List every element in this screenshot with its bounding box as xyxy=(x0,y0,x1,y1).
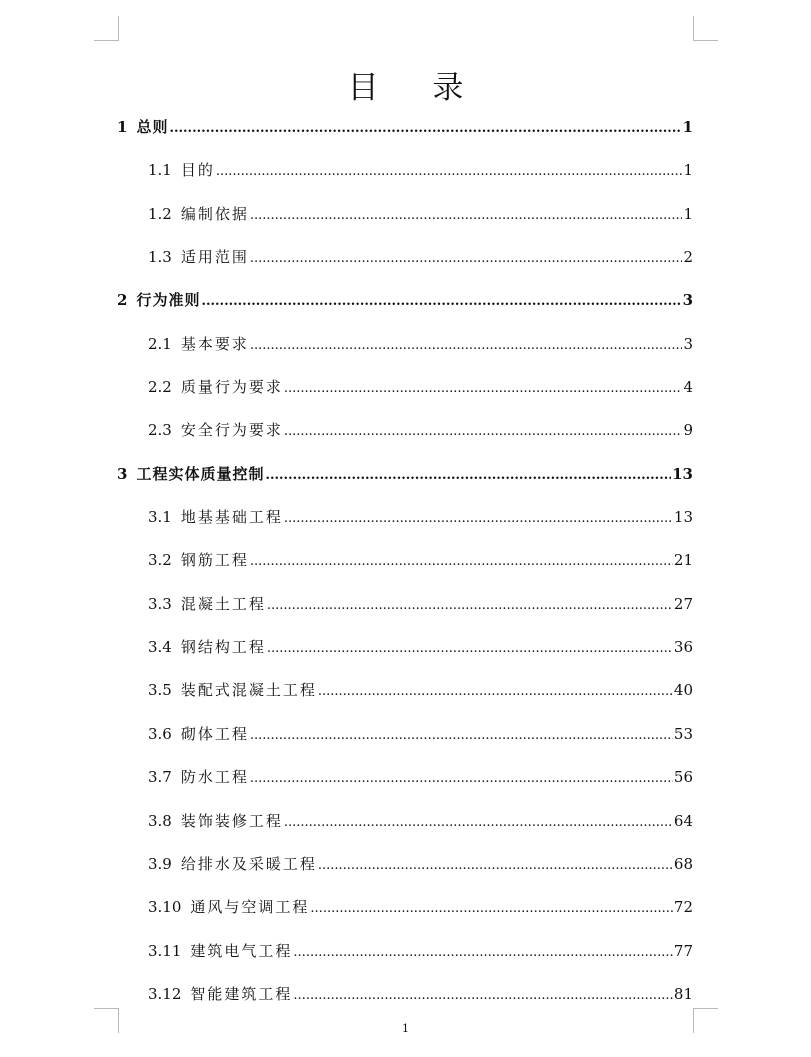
toc-entry-number: 3.12 xyxy=(148,984,182,1003)
toc-entry-label: 安全行为要求 xyxy=(180,421,283,440)
toc-entry-page: 77 xyxy=(673,941,693,960)
toc-chapter-entry[interactable] xyxy=(117,279,693,322)
toc-entry-number: 2.1 xyxy=(148,334,172,353)
toc-entry-number: 2 xyxy=(117,291,128,310)
toc-section-entry[interactable] xyxy=(117,973,693,1016)
toc-entry-number: 1.3 xyxy=(148,248,172,267)
toc-entry-label: 钢筋工程 xyxy=(180,551,249,570)
toc-entry-number: 3.11 xyxy=(148,941,182,960)
toc-section-entry[interactable] xyxy=(117,930,693,973)
toc-entry-page: 53 xyxy=(673,724,693,743)
toc-entry-number: 2.3 xyxy=(148,421,172,440)
toc-section-entry[interactable] xyxy=(117,149,693,192)
toc-entry-label: 工程实体质量控制 xyxy=(136,464,265,483)
toc-entry-label: 给排水及采暖工程 xyxy=(180,854,317,873)
toc-entry-page: 64 xyxy=(673,811,693,830)
toc-section-entry[interactable] xyxy=(117,236,693,279)
toc-section-entry[interactable] xyxy=(117,496,693,539)
toc-entry-label: 装饰装修工程 xyxy=(180,811,283,830)
toc-entry-number: 1 xyxy=(117,118,128,136)
toc-dot-leader xyxy=(265,454,671,497)
toc-entry-number: 3.4 xyxy=(148,638,172,657)
toc-entry-number: 3.7 xyxy=(148,768,172,787)
toc-entry-label: 装配式混凝土工程 xyxy=(180,681,317,700)
toc-section-entry[interactable] xyxy=(117,409,693,452)
crop-mark-top-left xyxy=(94,16,119,41)
toc-dot-leader xyxy=(293,974,672,1017)
toc-entry-page: 68 xyxy=(673,854,693,873)
toc-entry-label: 混凝土工程 xyxy=(180,594,266,613)
toc-section-entry[interactable] xyxy=(117,323,693,366)
toc-section-entry[interactable] xyxy=(117,539,693,582)
toc-entry-number: 3.6 xyxy=(148,724,172,743)
toc-chapter-entry[interactable] xyxy=(117,453,693,496)
toc-section-entry[interactable] xyxy=(117,713,693,756)
toc-entry-page: 40 xyxy=(673,681,693,700)
toc-entry-number: 3.9 xyxy=(148,854,172,873)
toc-entry-page: 3 xyxy=(683,334,693,353)
toc-dot-leader xyxy=(250,324,683,367)
toc-title: 目 录 xyxy=(347,70,486,106)
toc-entry-page: 56 xyxy=(673,768,693,787)
table-of-contents xyxy=(117,106,693,1016)
toc-dot-leader xyxy=(216,150,683,193)
toc-entry-label: 智能建筑工程 xyxy=(190,984,293,1003)
toc-dot-leader xyxy=(250,540,673,583)
toc-dot-leader xyxy=(201,280,681,323)
toc-entry-number: 3.3 xyxy=(148,594,172,613)
toc-entry-page: 13 xyxy=(672,464,693,483)
toc-entry-label: 防水工程 xyxy=(180,768,249,787)
toc-entry-page: 36 xyxy=(673,638,693,657)
toc-dot-leader xyxy=(250,714,673,757)
toc-entry-label: 适用范围 xyxy=(180,248,249,267)
toc-section-entry[interactable] xyxy=(117,669,693,712)
toc-entry-label: 行为准则 xyxy=(136,291,201,310)
toc-dot-leader xyxy=(318,844,673,887)
toc-entry-number: 3.2 xyxy=(148,551,172,570)
toc-entry-label: 目的 xyxy=(180,161,215,180)
toc-entry-label: 总则 xyxy=(136,118,169,136)
toc-entry-number: 3.5 xyxy=(148,681,172,700)
toc-dot-leader xyxy=(169,107,681,150)
page-number-footer: 1 xyxy=(402,1022,409,1035)
toc-dot-leader xyxy=(284,497,673,540)
toc-entry-label: 通风与空调工程 xyxy=(190,898,310,917)
toc-section-entry[interactable] xyxy=(117,800,693,843)
toc-section-entry[interactable] xyxy=(117,366,693,409)
toc-entry-number: 3.1 xyxy=(148,508,172,527)
toc-dot-leader xyxy=(267,627,673,670)
toc-entry-page: 1 xyxy=(682,118,693,136)
toc-section-entry[interactable] xyxy=(117,756,693,799)
toc-entry-page: 13 xyxy=(673,508,693,527)
toc-entry-page: 21 xyxy=(673,551,693,570)
toc-dot-leader xyxy=(284,410,683,453)
toc-chapter-entry[interactable] xyxy=(117,106,693,149)
toc-entry-label: 质量行为要求 xyxy=(180,378,283,397)
toc-dot-leader xyxy=(293,931,672,974)
toc-entry-page: 72 xyxy=(673,898,693,917)
toc-dot-leader xyxy=(267,584,673,627)
toc-entry-number: 3 xyxy=(117,464,128,483)
toc-entry-page: 1 xyxy=(683,204,693,223)
crop-mark-top-right xyxy=(693,16,718,41)
toc-dot-leader xyxy=(250,237,683,280)
toc-entry-number: 2.2 xyxy=(148,378,172,397)
toc-dot-leader xyxy=(284,801,673,844)
toc-entry-label: 基本要求 xyxy=(180,334,249,353)
toc-entry-label: 砌体工程 xyxy=(180,724,249,743)
toc-entry-page: 2 xyxy=(683,248,693,267)
toc-dot-leader xyxy=(250,194,683,237)
toc-entry-page: 27 xyxy=(673,594,693,613)
toc-entry-label: 编制依据 xyxy=(180,204,249,223)
toc-entry-page: 81 xyxy=(673,984,693,1003)
toc-entry-page: 1 xyxy=(683,161,693,180)
toc-section-entry[interactable] xyxy=(117,583,693,626)
toc-dot-leader xyxy=(310,887,672,930)
toc-entry-label: 建筑电气工程 xyxy=(190,941,293,960)
toc-section-entry[interactable] xyxy=(117,626,693,669)
toc-entry-label: 地基基础工程 xyxy=(180,508,283,527)
toc-dot-leader xyxy=(284,367,683,410)
toc-entry-page: 3 xyxy=(682,291,693,310)
toc-entry-number: 3.10 xyxy=(148,898,182,917)
toc-section-entry[interactable] xyxy=(117,886,693,929)
toc-section-entry[interactable] xyxy=(117,843,693,886)
toc-entry-number: 1.2 xyxy=(148,204,172,223)
toc-entry-page: 4 xyxy=(683,378,693,397)
toc-entry-label: 钢结构工程 xyxy=(180,638,266,657)
toc-dot-leader xyxy=(318,670,673,713)
toc-entry-number: 3.8 xyxy=(148,811,172,830)
toc-entry-number: 1.1 xyxy=(148,161,172,180)
toc-entry-page: 9 xyxy=(683,421,693,440)
toc-section-entry[interactable] xyxy=(117,193,693,236)
toc-dot-leader xyxy=(250,757,673,800)
